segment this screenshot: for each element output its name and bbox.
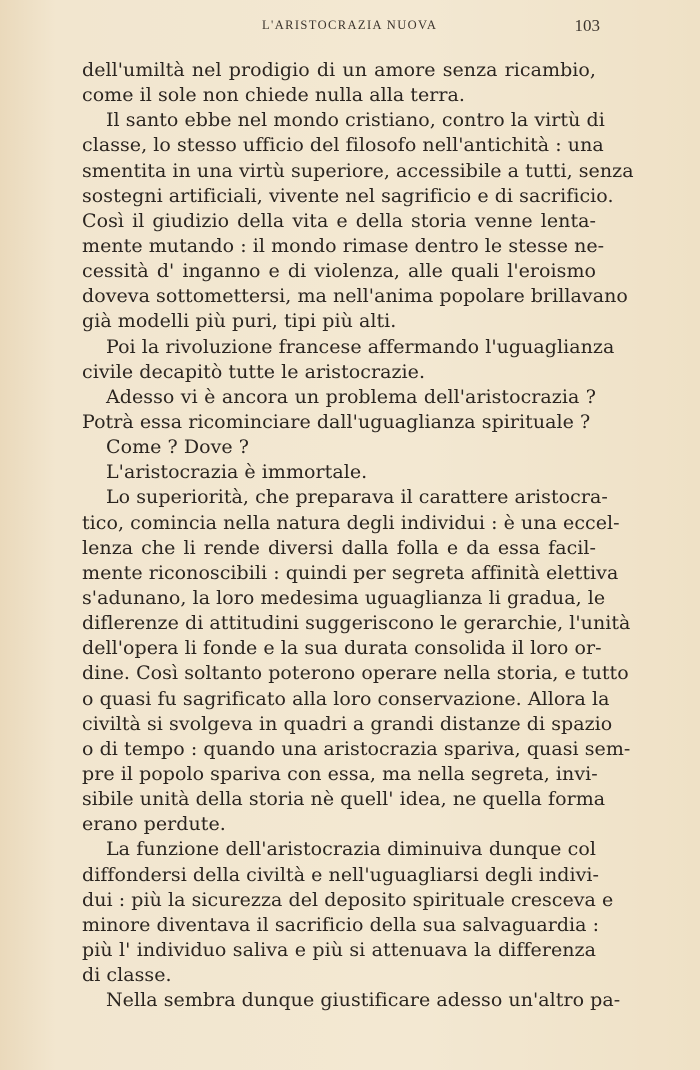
text-line: Adesso vi è ancora un problema dell'aristocrazia ? xyxy=(106,385,596,408)
text-line: erano perdute. xyxy=(82,813,226,836)
text-line: Poi la rivoluzione francese affermando l'uguaglianza xyxy=(106,335,615,358)
text-line: dui : più la sicurezza del deposito spirituale cresceva e xyxy=(82,888,614,911)
text-line: L'aristocrazia è immortale. xyxy=(106,461,368,484)
text-line: diffondersi della civiltà e nell'uguagliarsi degli indivi- xyxy=(82,863,600,886)
text-line: diflerenze di attitudini suggeriscono le gerarchie, l'unità xyxy=(82,612,631,635)
text-line: doveva sottomettersi, ma nell'anima popolare brillavano xyxy=(82,285,628,308)
text-line: classe, lo stesso ufficio del filosofo nell'antichità : una xyxy=(82,134,604,157)
text-line: Così il giudizio della vita e della storia venne lenta- xyxy=(82,209,596,232)
text-line: civiltà si svolgeva in quadri a grandi distanze di spazio xyxy=(82,712,613,735)
text-line: Come ? Dove ? xyxy=(106,436,250,459)
text-line: o quasi fu sagrificato alla loro conservazione. Allora la xyxy=(82,687,610,710)
text-line: Potrà essa ricominciare dall'uguaglianza spirituale ? xyxy=(82,410,591,433)
text-line: minore diventava il sacrificio della sua salvaguardia : xyxy=(82,913,600,936)
text-line: dell'umiltà nel prodigio di un amore senza ricambio, xyxy=(82,59,596,81)
text-line: cessità d' inganno e di violenza, alle quali l'eroismo xyxy=(82,260,596,283)
text-line: tico, comincia nella natura degli individui : è una eccel- xyxy=(82,511,620,534)
running-head: L'ARISTOCRAZIA NUOVA xyxy=(262,18,438,32)
text-line: La funzione dell'aristocrazia diminuiva dunque col xyxy=(106,838,596,861)
text-line: già modelli più puri, tipi più alti. xyxy=(82,310,397,333)
page-number: 103 xyxy=(574,16,600,35)
text-line: s'adunano, la loro medesima uguaglianza li gradua, le xyxy=(82,586,606,609)
text-line: dine. Così soltanto poterono operare nella storia, e tutto xyxy=(82,662,629,685)
text-line: o di tempo : quando una aristocrazia spariva, quasi sem- xyxy=(82,737,631,760)
text-line: come il sole non chiede nulla alla terra. xyxy=(82,84,466,107)
text-line: mente mutando : il mondo rimase dentro le stesse ne- xyxy=(82,234,605,257)
text-line: di classe. xyxy=(82,964,172,987)
text-line: mente riconoscibili : quindi per segreta affinità elettiva xyxy=(82,561,619,584)
text-line: più l' individuo saliva e più si attenuava la differenza xyxy=(82,938,596,961)
text-line: Il santo ebbe nel mondo cristiano, contro la virtù di xyxy=(106,109,605,132)
text-line: dell'opera li fonde e la sua durata consolida il loro or- xyxy=(82,637,602,660)
text-line: sostegni artificiali, vivente nel sagrificio e di sacrificio. xyxy=(82,184,614,207)
text-line: lenza che li rende diversi dalla folla e da essa facil- xyxy=(82,536,596,559)
text-line: civile decapitò tutte le aristocrazie. xyxy=(82,360,426,383)
page-header xyxy=(82,18,600,42)
text-line: Lo superiorità, che preparava il carattere aristocra- xyxy=(106,486,608,509)
text-line: smentita in una virtù superiore, accessibile a tutti, senza xyxy=(82,159,634,182)
text-line: pre il popolo spariva con essa, ma nella segreta, invi- xyxy=(82,762,598,785)
text-line: sibile unità della storia nè quell' idea, ne quella forma xyxy=(82,788,606,811)
body-text xyxy=(82,58,634,1013)
text-line: Nella sembra dunque giustificare adesso un'altro pa- xyxy=(106,989,621,1012)
